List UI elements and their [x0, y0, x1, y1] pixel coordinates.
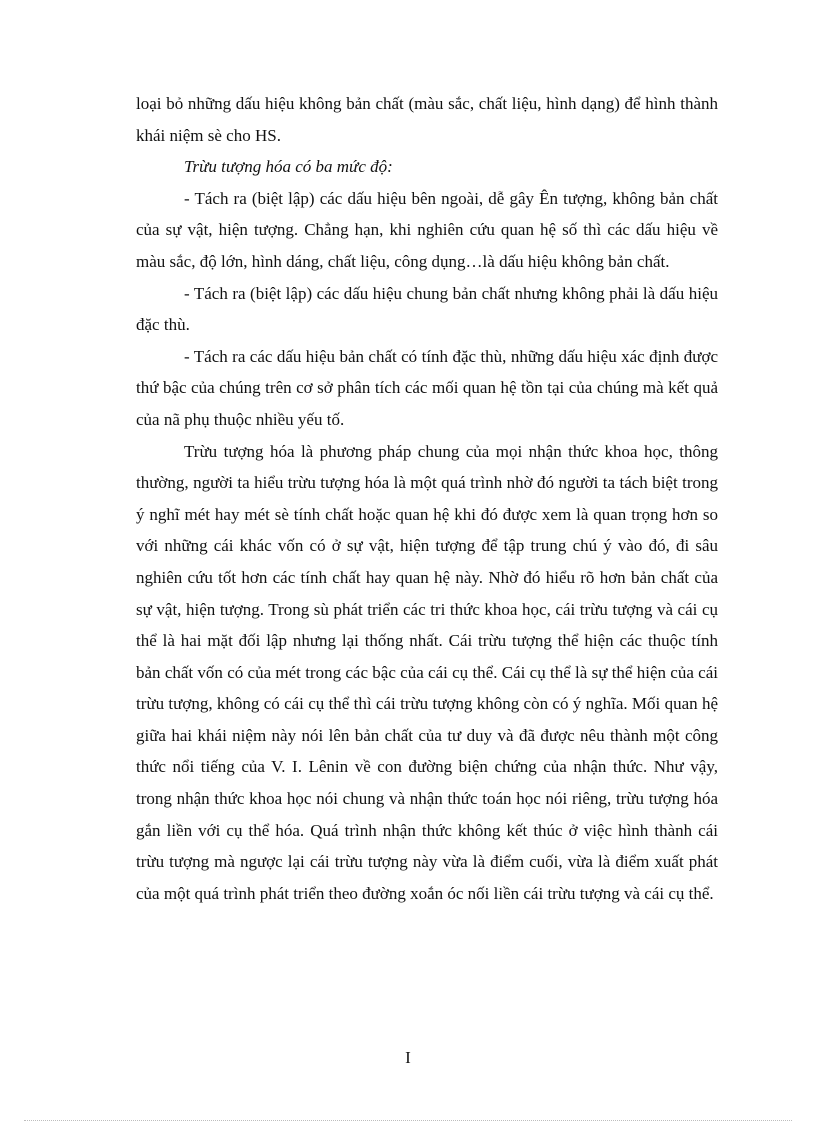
paragraph-level-two: - Tách ra (biệt lập) các dấu hiệu chung bản chất nhưng không phải là dấu hiệu đặc thù.	[136, 283, 718, 335]
paragraph-levels-heading: Trừu tượng hóa có ba mức độ:	[184, 157, 393, 177]
page-bottom-divider	[24, 1120, 792, 1121]
paragraph-level-one: - Tách ra (biệt lập) các dấu hiệu bên ngoài, dễ gây Ên tượng, không bản chất của sự vật, hiện tượng. Chẳng hạn, khi nghiên cứu quan hệ số thì các dấu hiệu về màu sắc, độ lớn, hình dáng, chất liệu, công dụng…là dấu hiệu không bản chất.	[136, 188, 718, 271]
paragraph-continuation: loại bỏ những dấu hiệu không bản chất (màu sắc, chất liệu, hình dạng) để hình thành khái niệm sè cho HS.	[136, 94, 718, 145]
paragraph-abstraction-method: Trừu tượng hóa là phương pháp chung của mọi nhận thức khoa học, thông thường, người ta hiểu trừu tượng hóa là một quá trình nhờ đó người ta tách biệt trong ý nghĩ mét hay mét sè tính chất hoặc quan hệ khi đó được xem là quan trọng hơn so với những cái khác vốn có ở sự vật, hiện tượng để tập trung chú ý vào đó, đi sâu nghiên cứu tốt hơn các tính chất hay quan hệ này. Nhờ đó hiểu rõ hơn bản chất của sự vật, hiện tượng. Trong sù phát triển các tri thức khoa học, cái trừu tượng và cái cụ thể là hai mặt đối lập nhưng lại thống nhất. Cái trừu tượng thể hiện các thuộc tính bản chất vốn có của mét trong các bậc của cái cụ thể. Cái cụ thể là sự thể hiện của cái trừu tượng, không có cái cụ thể thì cái trừu tượng không còn có ý nghĩa. Mối quan hệ giữa hai khái niệm này nói lên bản chất của tư duy và đã được nêu thành một công thức nổi tiếng của V. I. Lênin về con đường biện chứng của nhận thức. Như vậy, trong nhận thức khoa học nói chung và nhận thức toán học nói riêng, trừu tượng hóa gắn liền với cụ thể hóa. Quá trình nhận thức không kết thúc ở việc hình thành cái trừu tượng mà ngược lại cái trừu tượng này vừa là điểm cuối, vừa là điểm xuất phát của một quá trình phát triển theo đường xoắn óc nối liền cái trừu tượng và cái cụ thể.	[136, 441, 718, 903]
document-body	[136, 88, 718, 909]
page-number: I	[405, 1048, 411, 1067]
paragraph-level-three: - Tách ra các dấu hiệu bản chất có tính đặc thù, những dấu hiệu xác định được thứ bậc của chúng trên cơ sở phân tích các mối quan hệ tồn tại của chúng mà kết quả của nã phụ thuộc nhiều yếu tố.	[136, 346, 718, 429]
